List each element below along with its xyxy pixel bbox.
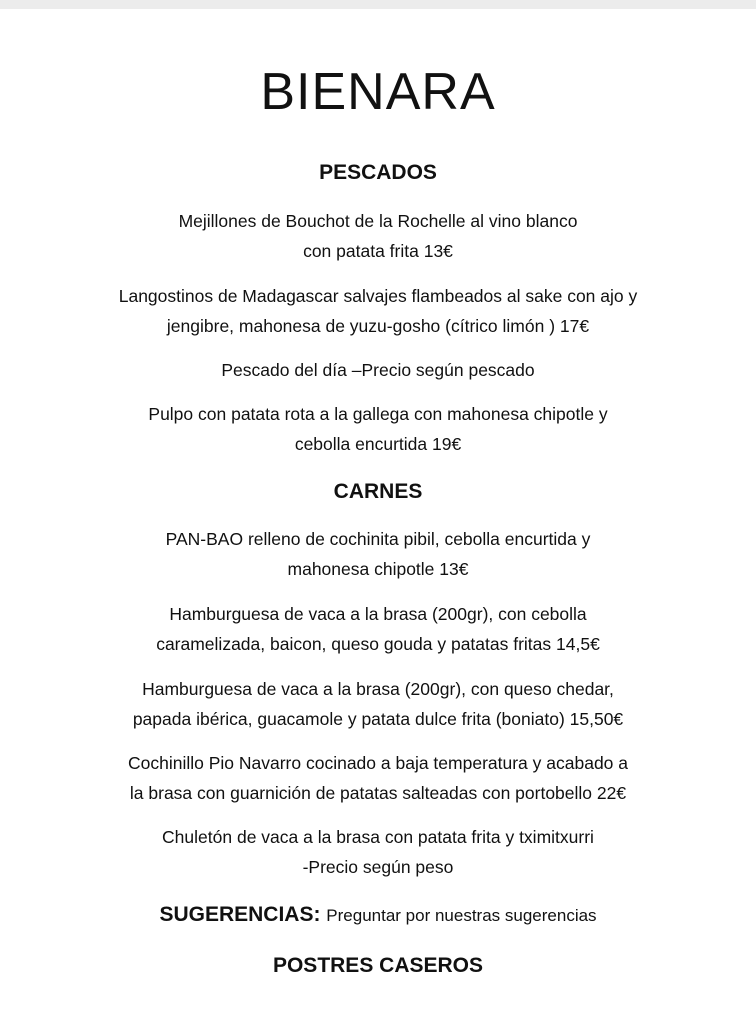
menu-item-line: caramelizada, baicon, queso gouda y patatas fritas 14,5€: [156, 634, 600, 654]
section-heading-carnes: CARNES: [333, 480, 423, 503]
menu-item-line: jengibre, mahonesa de yuzu-gosho (cítrico limón ) 17€: [166, 316, 590, 336]
menu-item-line: Chuletón de vaca a la brasa con patata frita y tximitxurri: [162, 827, 594, 847]
menu-item-line: cebolla encurtida 19€: [294, 434, 462, 454]
menu-item-line: Mejillones de Bouchot de la Rochelle al vino blanco: [178, 211, 578, 231]
section-heading-postres: POSTRES CASEROS: [272, 954, 484, 977]
menu-item-line: Langostinos de Madagascar salvajes flambeados al sake con ajo y: [118, 286, 638, 306]
menu-item-pescado-del-dia: [40, 355, 716, 385]
menu-item-cochinillo: [40, 748, 716, 808]
menu-item-line: Pulpo con patata rota a la gallega con mahonesa chipotle y: [148, 404, 608, 424]
menu-item-mejillones: [40, 206, 716, 266]
menu-item-pulpo: [40, 399, 716, 459]
menu-item-chuleton: [40, 822, 716, 882]
menu-item-line: papada ibérica, guacamole y patata dulce frita (boniato) 15,50€: [132, 709, 624, 729]
menu-item-line: mahonesa chipotle 13€: [287, 559, 469, 579]
sugerencias-row: [0, 898, 756, 934]
menu-item-line: Pescado del día –Precio según pescado: [221, 360, 535, 380]
menu-item-line: la brasa con guarnición de patatas salteadas con portobello 22€: [129, 783, 627, 803]
menu-item-line: PAN-BAO relleno de cochinita pibil, cebolla encurtida y: [165, 529, 591, 549]
section-heading-pescados: PESCADOS: [319, 161, 437, 184]
menu-item-hamburguesa-chedar: [40, 674, 716, 734]
menu-item-pan-bao: [40, 524, 716, 584]
menu-item-line: Hamburguesa de vaca a la brasa (200gr), con queso chedar,: [142, 679, 614, 699]
menu-item-line: -Precio según peso: [302, 857, 454, 877]
menu-item-line: Cochinillo Pio Navarro cocinado a baja temperatura y acabado a: [127, 753, 628, 773]
menu-item-langostinos: [40, 281, 716, 341]
menu-item-hamburguesa-gouda: [40, 599, 716, 659]
sugerencias-text: Preguntar por nuestras sugerencias: [326, 906, 597, 925]
restaurant-title: BIENARA: [260, 63, 496, 121]
sugerencias-label: SUGERENCIAS:: [159, 903, 327, 926]
menu-item-line: Hamburguesa de vaca a la brasa (200gr), con cebolla: [169, 604, 587, 624]
menu-item-line: con patata frita 13€: [303, 241, 453, 261]
